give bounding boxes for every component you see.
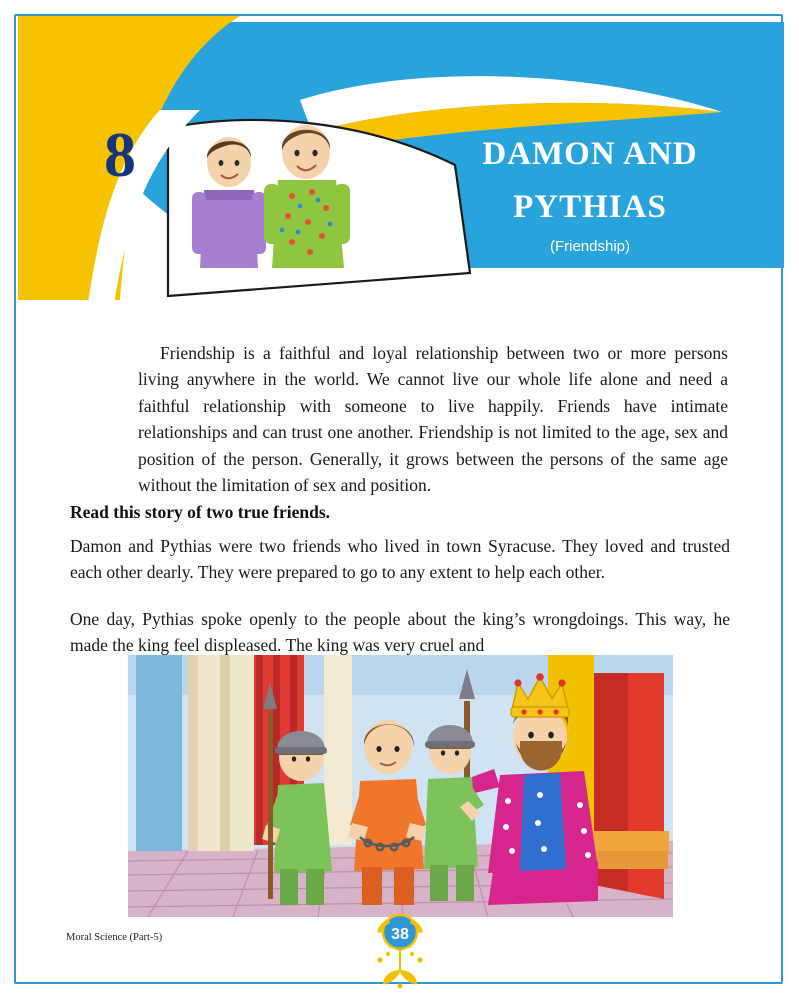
intro-paragraph: Friendship is a faithful and loyal relationship between two or more persons living anywhere in the world. We cannot live our whole life alone and need a faithful relationship with someone to live happily. Friends have intimate relationships and can trust one another. Friendship is not limited to the age, sex and position of the person. Generally, it grows between the persons of the same age without the limitation of sex and position. [138, 342, 728, 496]
story-paragraph-2: One day, Pythias spoke openly to the people about the king’s wrongdoings. This way, he made the king feel displeased. The king was very cruel and [70, 608, 730, 655]
story-paragraph-1: Damon and Pythias were two friends who lived in town Syracuse. They loved and trusted each other dearly. They were prepared to go to any extent to help each other. [70, 535, 730, 582]
page-title: DAMON AND PYTHIAS [482, 136, 698, 225]
book-label: Moral Science (Part-5) [66, 932, 163, 943]
page-number-badge [355, 912, 445, 992]
chapter-subtitle: (Friendship) [549, 237, 631, 255]
chapter-number: 8 [104, 119, 136, 190]
chapter-title-block [420, 128, 760, 255]
section-heading: Read this story of two true friends. [70, 501, 331, 522]
king-and-guards-illustration [128, 655, 673, 917]
page-number: 38 [391, 926, 409, 943]
chapter-header [0, 0, 799, 300]
